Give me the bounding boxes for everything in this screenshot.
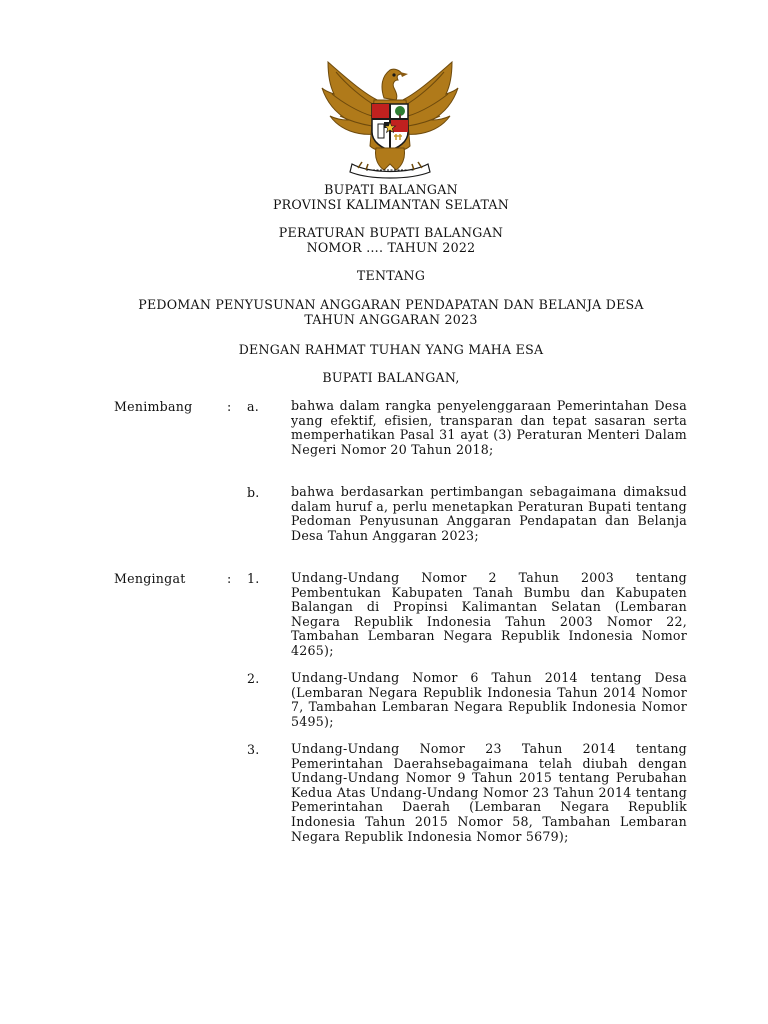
authority: BUPATI BALANGAN, [322,370,460,385]
regent-title: BUPATI BALANGAN [324,182,458,197]
mengingat-colon: : [227,571,232,586]
item-marker: b. [247,485,260,500]
about-heading: TENTANG [356,268,426,283]
regulation-block [0,225,768,255]
subject-line-1: PEDOMAN PENYUSUNAN ANGGARAN PENDAPATAN DAN BELANJA DESA [138,297,644,312]
item-marker: 3. [247,742,260,757]
menimbang-colon: : [227,399,232,414]
item-text: Undang-Undang Nomor 2 Tahun 2003 tentang Pembentukan Kabupaten Tanah Bumbu dan Kabupaten Balangan di Propinsi Kalimantan Selatan (Lembaran Negara Republik Indonesia Tahun 2003 Nomor 22, Tambahan Lembaran Negara Republik Indonesia Nomor 4265); [291,570,687,658]
item-marker: 2. [247,671,260,686]
item-text: Undang-Undang Nomor 23 Tahun 2014 tentang Pemerintahan Daerahsebagaimana telah diubah dengan Undang-Undang Nomor 9 Tahun 2015 tentang Perubahan Kedua Atas Undang-Undang Nomor 23 Tahun 2014 tentang Pemerintahan Daerah (Lembaran Negara Republik Indonesia Tahun 2015 Nomor 58, Tambahan Lembaran Negara Republik Indonesia Nomor 5679); [291,741,687,844]
item-text: Undang-Undang Nomor 6 Tahun 2014 tentang Desa (Lembaran Negara Republik Indonesia Tahun 2014 Nomor 7, Tambahan Lembaran Negara Republik Indonesia Nomor 5495); [291,670,687,729]
subject-block [0,297,768,327]
garuda-emblem-icon [318,58,462,182]
menimbang-label: Menimbang [114,399,193,414]
item-marker: 1. [247,571,260,586]
header-block [0,182,768,212]
mengingat-label: Mengingat [114,571,186,586]
item-marker: a. [247,399,260,414]
item-text: bahwa dalam rangka penyelenggaraan Pemerintahan Desa yang efektif, efisien, transparan dan tepat sasaran serta memperhatikan Pasal 31 ayat (3) Peraturan Menteri Dalam Negeri Nomor 20 Tahun 2018; [291,398,687,457]
regulation-title: PERATURAN BUPATI BALANGAN [278,225,504,240]
regulation-number: NOMOR …. TAHUN 2022 [306,240,476,255]
subject-line-2: TAHUN ANGGARAN 2023 [304,312,478,327]
province-title: PROVINSI KALIMANTAN SELATAN [272,197,510,212]
item-text: bahwa berdasarkan pertimbangan sebagaimana dimaksud dalam huruf a, perlu menetapkan Peraturan Bupati tentang Pedoman Penyusunan Anggaran Pendapatan dan Belanja Desa Tahun Anggaran 2023; [291,484,687,543]
invocation: DENGAN RAHMAT TUHAN YANG MAHA ESA [238,342,544,357]
